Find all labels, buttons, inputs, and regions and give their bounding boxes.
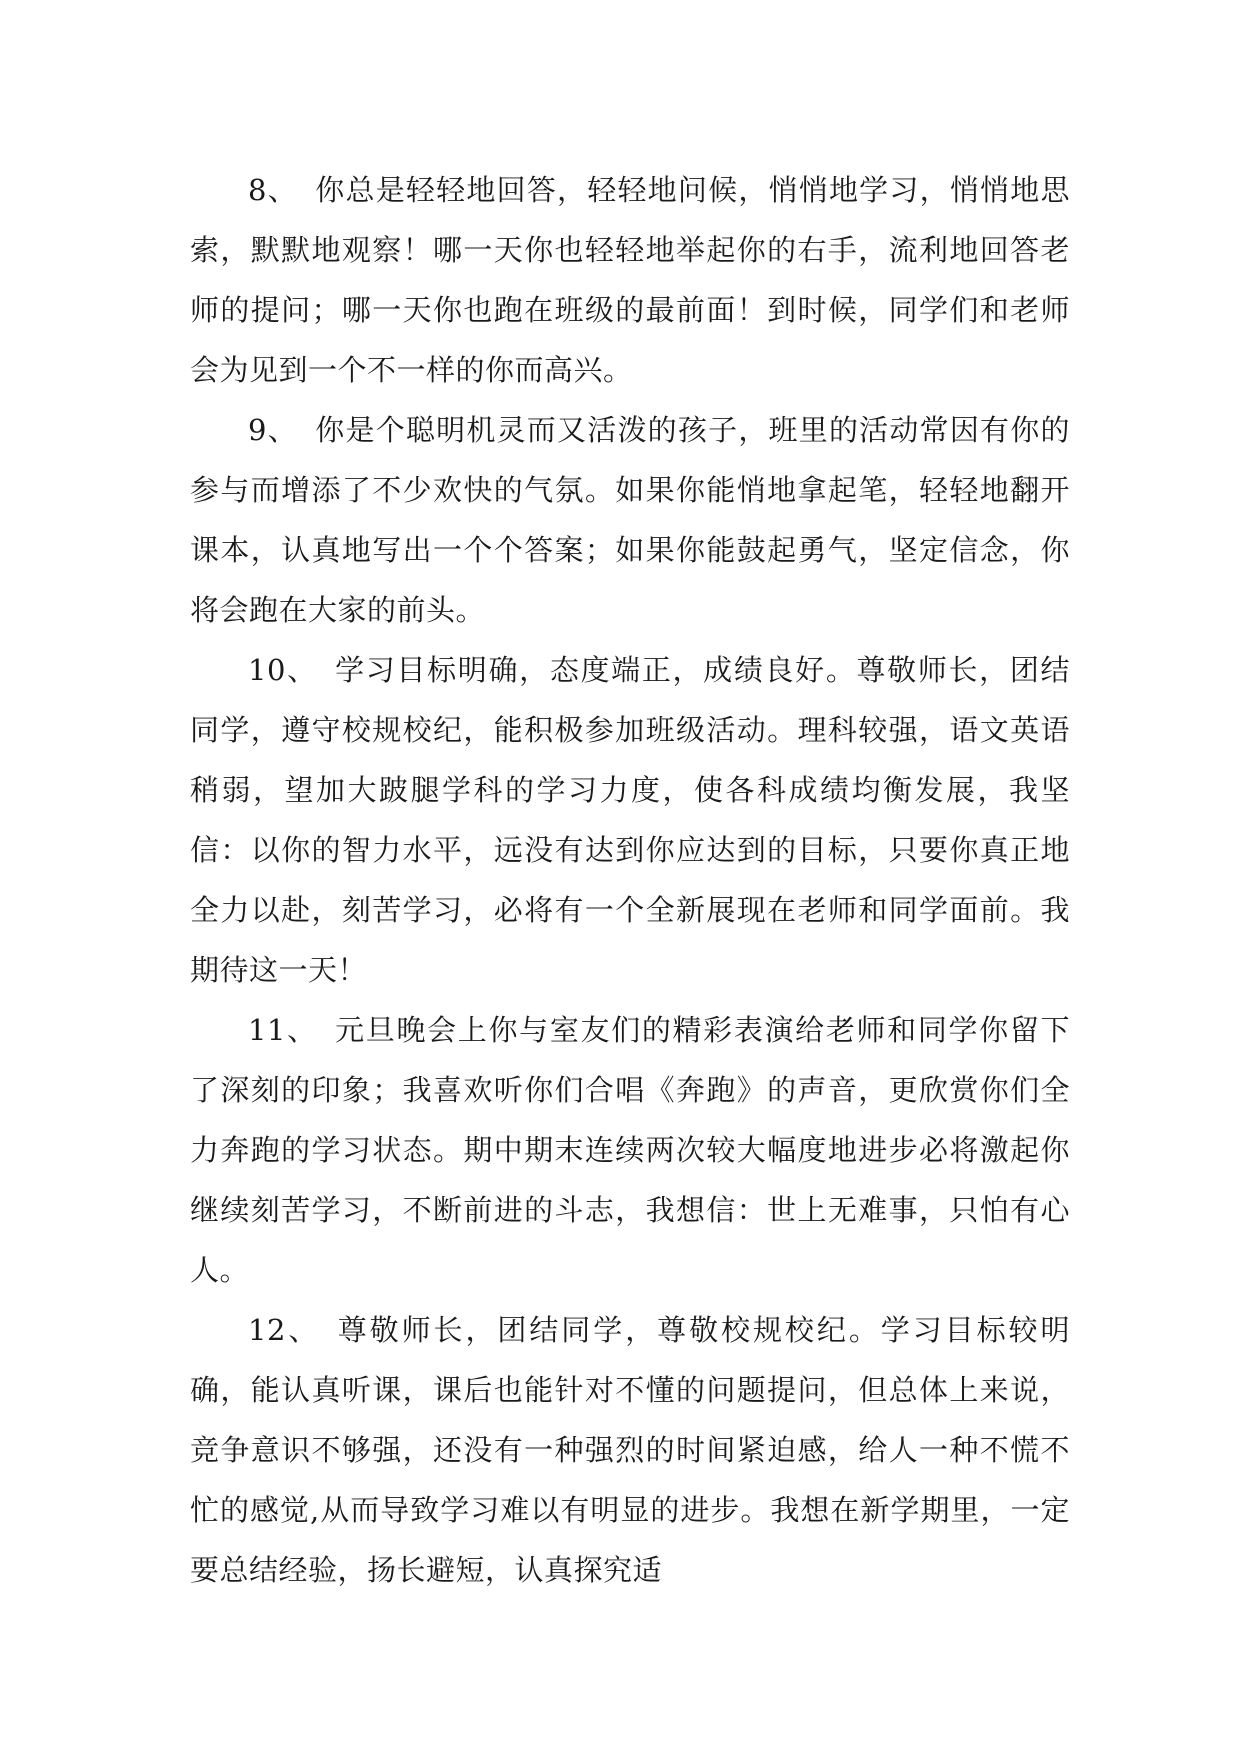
paragraph-text: 你是个聪明机灵而又活泼的孩子，班里的活动常因有你的参与而增添了不少欢快的气氛。如果你能悄地拿起笔，轻轻地翻开课本，认真地写出一个个答案；如果你能鼓起勇气，坚定信念，你将会跑在大家的前头。 [190, 413, 1070, 627]
paragraph-text: 你总是轻轻地回答，轻轻地问候，悄悄地学习，悄悄地思索，默默地观察！哪一天你也轻轻地举起你的右手，流利地回答老师的提问；哪一天你也跑在班级的最前面！到时候，同学们和老师会为见到一个不一样的你而高兴。 [190, 173, 1070, 387]
paragraph-number: 10、 [248, 653, 318, 687]
paragraph-number: 9、 [248, 413, 298, 447]
comment-paragraph-11 [190, 1000, 1070, 1300]
paragraph-number: 8、 [248, 173, 298, 207]
paragraph-number: 12、 [248, 1313, 321, 1347]
comment-paragraph-10 [190, 640, 1070, 1000]
paragraph-text: 尊敬师长，团结同学，尊敬校规校纪。学习目标较明确，能认真听课，课后也能针对不懂的问题提问，但总体上来说，竞争意识不够强，还没有一种强烈的时间紧迫感，给人一种不慌不忙的感觉,从而导致学习难以有明显的进步。我想在新学期里，一定要总结经验，扬长避短，认真探究适 [190, 1313, 1070, 1587]
comment-paragraph-12 [190, 1300, 1070, 1600]
paragraph-text: 元旦晚会上你与室友们的精彩表演给老师和同学你留下了深刻的印象；我喜欢听你们合唱《奔跑》的声音，更欣赏你们全力奔跑的学习状态。期中期末连续两次较大幅度地进步必将激起你继续刻苦学习，不断前进的斗志，我想信：世上无难事，只怕有心人。 [190, 1013, 1070, 1287]
paragraph-text: 学习目标明确，态度端正，成绩良好。尊敬师长，团结同学，遵守校规校纪，能积极参加班级活动。理科较强，语文英语稍弱，望加大跛腿学科的学习力度，使各科成绩均衡发展，我坚信：以你的智力水平，远没有达到你应达到的目标，只要你真正地全力以赴，刻苦学习，必将有一个全新展现在老师和同学面前。我期待这一天！ [190, 653, 1070, 987]
document-body [190, 160, 1070, 1600]
paragraph-number: 11、 [248, 1013, 318, 1047]
comment-paragraph-8 [190, 160, 1070, 400]
comment-paragraph-9 [190, 400, 1070, 640]
